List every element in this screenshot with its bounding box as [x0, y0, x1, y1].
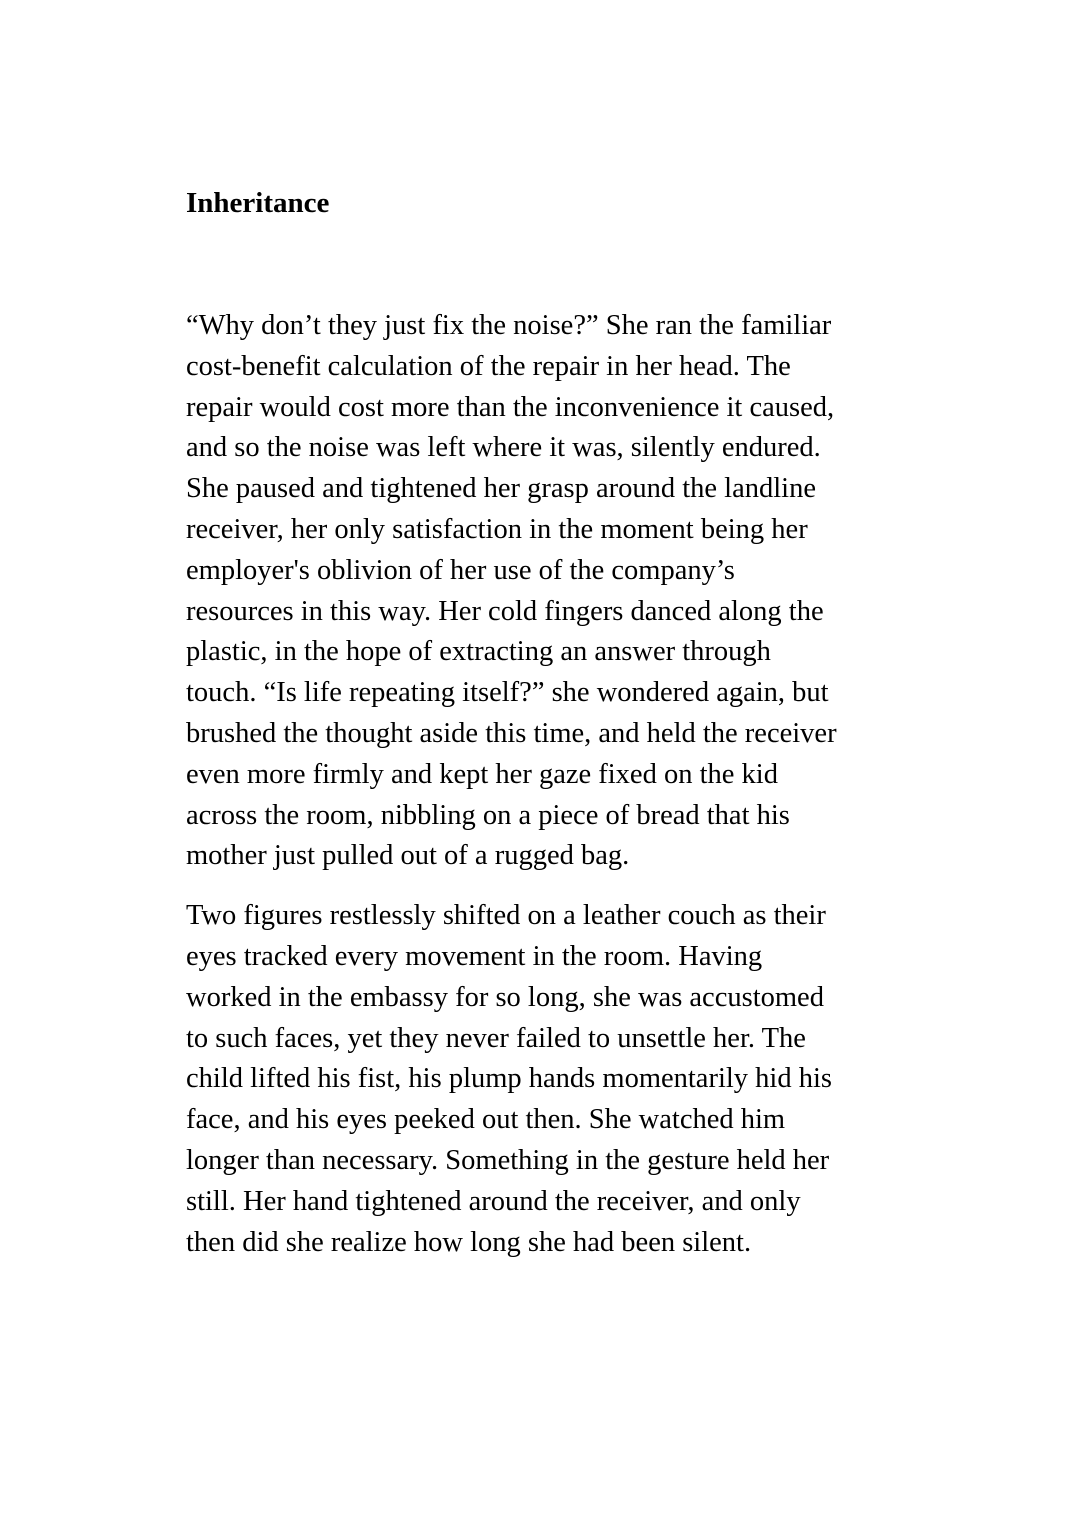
- text-line: She paused and tightened her grasp around the landline: [186, 473, 816, 505]
- text-line: plastic, in the hope of extracting an answer through: [186, 636, 771, 668]
- text-line: receiver, her only satisfaction in the moment being her: [186, 513, 808, 545]
- story-body: [186, 306, 898, 1282]
- text-line: worked in the embassy for so long, she was accustomed: [186, 981, 824, 1013]
- paragraph-2: [186, 896, 898, 1263]
- text-line: across the room, nibbling on a piece of bread that his: [186, 799, 790, 831]
- text-line: even more firmly and kept her gaze fixed on the kid: [186, 758, 778, 790]
- text-line: touch. “Is life repeating itself?” she wondered again, but: [186, 677, 829, 709]
- text-line: to such faces, yet they never failed to unsettle her. The: [186, 1022, 806, 1054]
- text-line: eyes tracked every movement in the room. Having: [186, 940, 763, 972]
- story-title: Inheritance: [186, 187, 330, 219]
- text-line: cost-benefit calculation of the repair in her head. The: [186, 350, 791, 382]
- text-line: and so the noise was left where it was, silently endured.: [186, 432, 821, 464]
- text-line: child lifted his fist, his plump hands momentarily hid his: [186, 1063, 832, 1095]
- paragraph-1: [186, 306, 898, 877]
- text-line: brushed the thought aside this time, and held the receiver: [186, 717, 837, 749]
- text-line: still. Her hand tightened around the receiver, and only: [186, 1185, 801, 1217]
- text-line: mother just pulled out of a rugged bag.: [186, 840, 630, 872]
- text-line: then did she realize how long she had been silent.: [186, 1226, 752, 1258]
- text-line: Two figures restlessly shifted on a leather couch as their: [186, 900, 826, 932]
- text-line: “Why don’t they just fix the noise?” She ran the familiar: [186, 310, 832, 341]
- text-line: resources in this way. Her cold fingers danced along the: [186, 595, 824, 627]
- text-line: employer's oblivion of her use of the company’s: [186, 554, 735, 586]
- text-line: repair would cost more than the inconvenience it caused,: [186, 391, 835, 423]
- text-line: longer than necessary. Something in the gesture held her: [186, 1144, 830, 1176]
- text-line: face, and his eyes peeked out then. She watched him: [186, 1104, 786, 1136]
